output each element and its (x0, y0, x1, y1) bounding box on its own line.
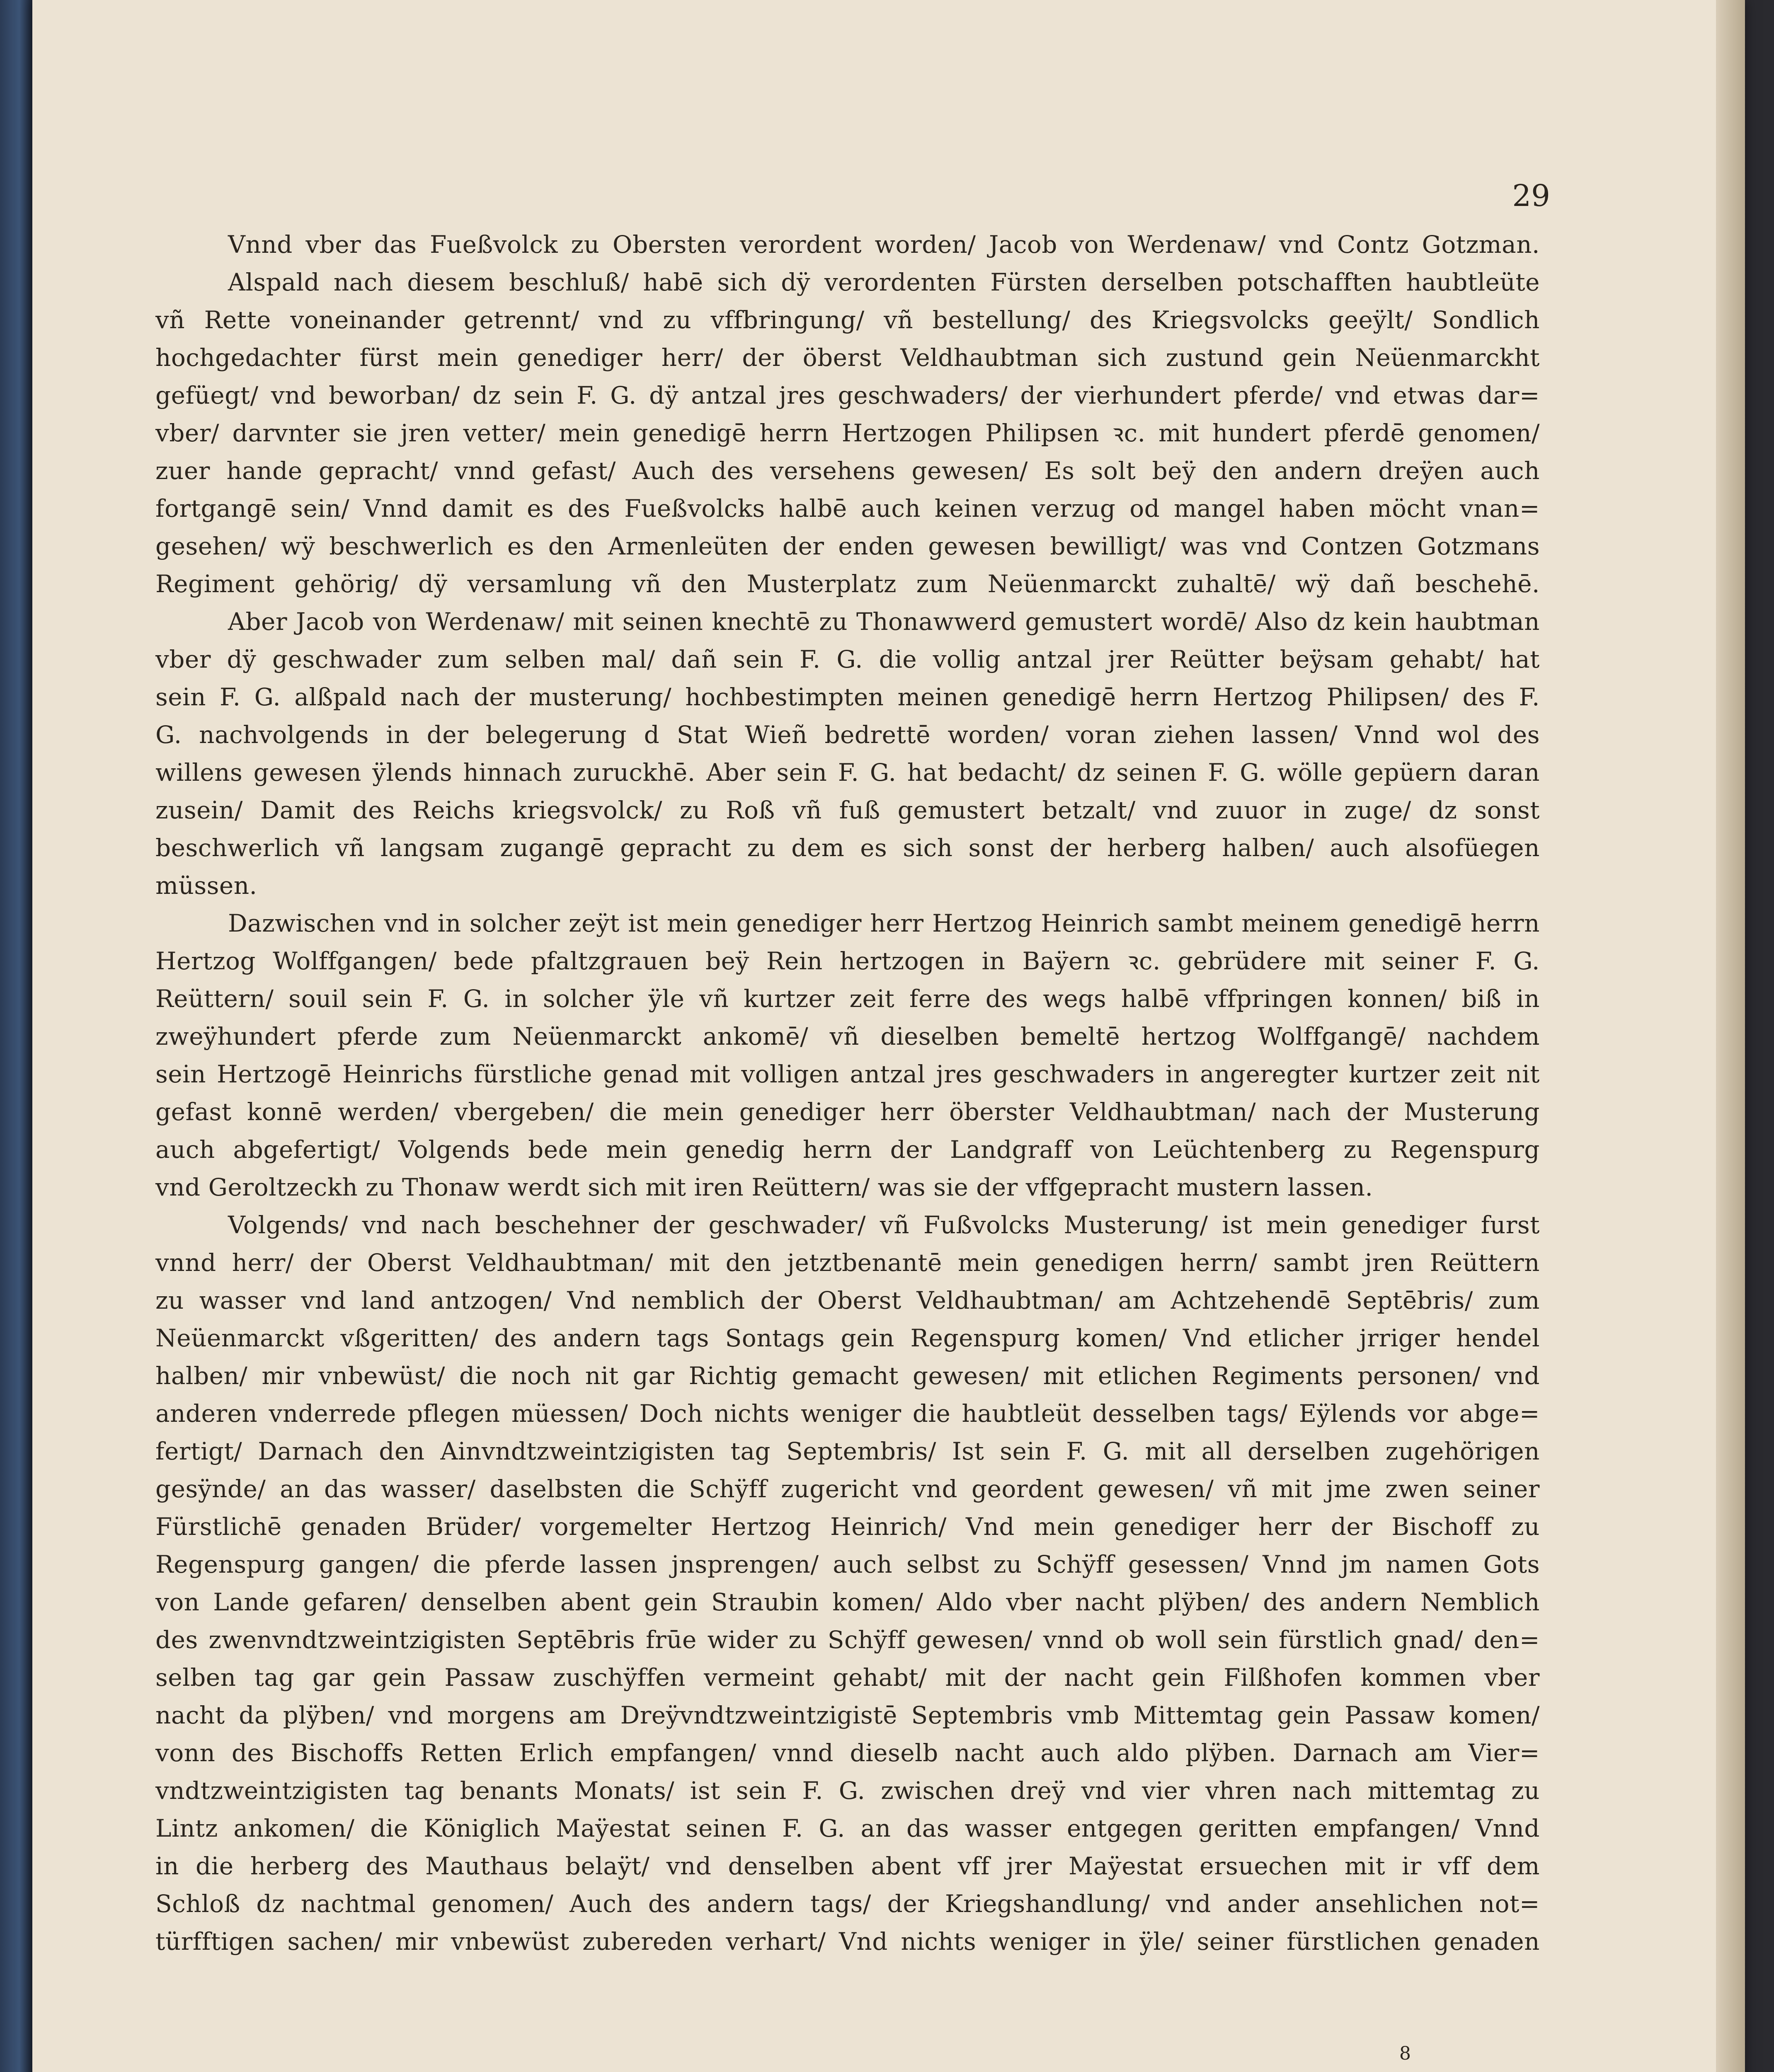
text-line: in die herberg des Mauthaus belaÿt/ vnd denselben abent vff jrer Maÿestat ersuechen mit ir vff dem (155, 1852, 1540, 1880)
text-line: Lintz ankomen/ die Königlich Maÿestat seinen F. G. an das wasser entgegen geritten empfangen/ Vnnd (155, 1814, 1540, 1842)
text-line: zuer hande gepracht/ vnnd gefast/ Auch des versehens gewesen/ Es solt beÿ den andern dreÿen auch (155, 457, 1540, 485)
text-line: sein F. G. alßpald nach der musterung/ hochbestimpten meinen genedigē herrn Hertzog Philipsen/ des F. (155, 683, 1540, 711)
text-line: sein Hertzogē Heinrichs fürstliche genad mit volligen antzal jres geschwaders in angeregter kurtzer zeit nit (155, 1060, 1540, 1088)
text-line: halben/ mir vnbewüst/ die noch nit gar Richtig gemacht gewesen/ mit etlichen Regiments personen/ vnd (155, 1362, 1540, 1390)
text-line: anderen vnderrede pflegen müessen/ Doch nichts weniger die haubtleüt desselben tags/ Eÿlends vor abge= (155, 1399, 1540, 1428)
text-line: fortgangē sein/ Vnnd damit es des Fueßvolcks halbē auch keinen verzug od mangel haben möcht vnan= (155, 494, 1540, 523)
text-line: vonn des Bischoffs Retten Erlich empfangen/ vnnd dieselb nacht auch aldo plÿben. Darnach am Vier= (155, 1739, 1540, 1767)
text-line: nacht da plÿben/ vnd morgens am Dreÿvndtzweintzigistē Septembris vmb Mittemtag gein Passaw komen/ (155, 1701, 1540, 1729)
page-number: 29 (1512, 178, 1550, 213)
text-line: beschwerlich vñ langsam zugangē gepracht zu dem es sich sonst der herberg halben/ auch alsofüegen (155, 834, 1540, 862)
text-line: vnnd herr/ der Oberst Veldhaubtman/ mit den jetztbenantē mein genedigen herrn/ sambt jren Reüttern (155, 1249, 1540, 1277)
text-line: gesehen/ wÿ beschwerlich es den Armenleüten der enden gewesen bewilligt/ was vnd Contzen Gotzmans (155, 532, 1540, 560)
text-line: vber/ darvnter sie jren vetter/ mein genedigē herrn Hertzogen Philipsen ꝛc. mit hundert pferdē genomen/ (155, 419, 1540, 447)
text-line: vñ Rette voneinander getrennt/ vnd zu vffbringung/ vñ bestellung/ des Kriegsvolcks geeÿlt/ Sondlich (155, 306, 1540, 334)
text-line: Alspald nach diesem beschluß/ habē sich dÿ verordenten Fürsten derselben potschafften haubtleüte (228, 268, 1540, 296)
text-line: Reüttern/ souil sein F. G. in solcher ÿle vñ kurtzer zeit ferre des wegs halbē vffpringen konnen/ biß in (155, 985, 1540, 1013)
text-line: Hertzog Wolffgangen/ bede pfaltzgrauen beÿ Rein hertzogen in Baÿern ꝛc. gebrüdere mit seiner F. G. (155, 947, 1540, 975)
text-line: vnd Geroltzeckh zu Thonaw werdt sich mit iren Reüttern/ was sie der vffgepracht mustern lassen. (155, 1173, 1373, 1201)
text-line: Regenspurg gangen/ die pferde lassen jnsprengen/ auch selbst zu Schÿff gesessen/ Vnnd jm namen Gots (155, 1550, 1540, 1578)
text-line: Aber Jacob von Werdenaw/ mit seinen knechtē zu Thonawwerd gemustert wordē/ Also dz kein haubtman (228, 608, 1540, 636)
text-line: gefüegt/ vnd beworban/ dz sein F. G. dÿ antzal jres geschwaders/ der vierhundert pferde/ vnd etwas dar= (155, 381, 1540, 409)
text-line (155, 1961, 1540, 1998)
text-line: Volgends/ vnd nach beschehner der geschwader/ vñ Fußvolcks Musterung/ ist mein genediger furst (228, 1211, 1540, 1239)
text-line: vber dÿ geschwader zum selben mal/ dañ sein F. G. die vollig antzal jrer Reütter beÿsam gehabt/ hat (155, 645, 1540, 673)
text-line: von Lande gefaren/ denselben abent gein Straubin komen/ Aldo vber nacht plÿben/ des andern Nemblich (155, 1588, 1540, 1616)
text-line: G. nachvolgends in der belegerung d Stat Wieñ bedrettē worden/ voran ziehen lassen/ Vnnd wol des (155, 721, 1540, 749)
text-line: Vnnd vber das Fueßvolck zu Obersten verordent worden/ Jacob von Werdenaw/ vnd Contz Gotzman. (228, 230, 1540, 259)
text-line: fertigt/ Darnach den Ainvndtzweintzigisten tag Septembris/ Ist sein F. G. mit all derselben zugehörigen (155, 1437, 1540, 1465)
text-line: Dazwischen vnd in solcher zeÿt ist mein genediger herr Hertzog Heinrich sambt meinem genedigē herrn (228, 909, 1540, 937)
text-line: willens gewesen ÿlends hinnach zuruckhē. Aber sein F. G. hat bedacht/ dz seinen F. G. wölle gepüern daran (155, 758, 1540, 787)
text-line: gesÿnde/ an das wasser/ daselbsten die Schÿff zugericht vnd geordent gewesen/ vñ mit jme zwen seiner (155, 1475, 1540, 1503)
body-text (155, 226, 1540, 1998)
text-line: zusein/ Damit des Reichs kriegsvolck/ zu Roß vñ fuß gemustert betzalt/ vnd zuuor in zuge/ dz sonst (155, 796, 1540, 824)
text-line: auch abgefertigt/ Volgends bede mein genedig herrn der Landgraff von Leüchtenberg zu Regenspurg (155, 1135, 1540, 1164)
text-line: zweÿhundert pferde zum Neüenmarckt ankomē/ vñ dieselben bemeltē hertzog Wolffgangē/ nachdem (155, 1022, 1540, 1051)
book-spine (0, 0, 32, 2072)
text-line: Schloß dz nachtmal genomen/ Auch des andern tags/ der Kriegshandlung/ vnd ander ansehlichen not= (155, 1890, 1540, 1918)
text-line: Regiment gehörig/ dÿ versamlung vñ den Musterplatz zum Neüenmarckt zuhaltē/ wÿ dañ beschehē. (155, 570, 1540, 598)
text-line: selben tag gar gein Passaw zuschÿffen vermeint gehabt/ mit der nacht gein Filßhofen kommen vber (155, 1663, 1540, 1692)
signature-mark: 8 (1399, 2043, 1411, 2064)
text-line: gefast konnē werden/ vbergeben/ die mein genediger herr öberster Veldhaubtman/ nach der Musterung (155, 1098, 1540, 1126)
text-line: hochgedachter fürst mein genediger herr/ der öberst Veldhaubtman sich zustund gein Neüenmarckht (155, 344, 1540, 372)
page-edge (1716, 0, 1745, 2072)
text-line: zu wasser vnd land antzogen/ Vnd nemblich der Oberst Veldhaubtman/ am Achtzehendē Septēbris/ zum (155, 1286, 1540, 1314)
text-line: türfftigen sachen/ mir vnbewüst zubereden verhart/ Vnd nichts weniger in ÿle/ seiner fürstlichen genaden (155, 1927, 1540, 1956)
text-line: Fürstlichē genaden Brüder/ vorgemelter Hertzog Heinrich/ Vnd mein genediger herr der Bischoff zu (155, 1513, 1540, 1541)
text-line: Neüenmarckt vßgeritten/ des andern tags Sontags gein Regenspurg komen/ Vnd etlicher jrriger hendel (155, 1324, 1540, 1352)
text-line: vndtzweintzigisten tag benants Monats/ ist sein F. G. zwischen dreÿ vnd vier vhren nach mittemtag zu (155, 1777, 1540, 1805)
text-line: müssen. (155, 871, 257, 900)
text-line: des zwenvndtzweintzigisten Septēbris frūe wider zu Schÿff gewesen/ vnnd ob woll sein fürstlich gnad/ den= (155, 1626, 1540, 1654)
